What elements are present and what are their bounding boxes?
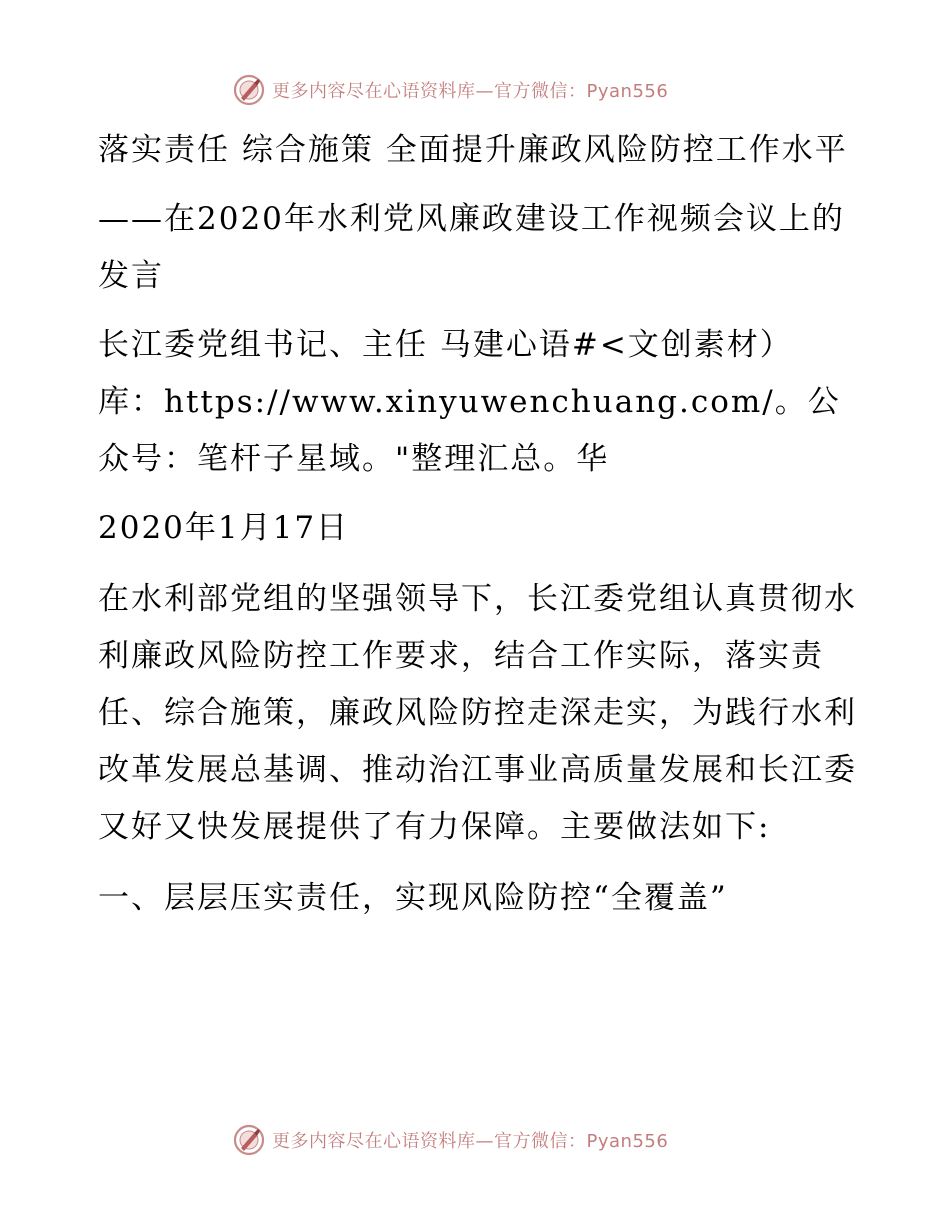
document-author: 长江委党组书记、主任 马建心语#<文创素材）库：https://www.xinyuwenchuang.com/。公众号：笔杆子星域。"整理汇总。华: [98, 327, 841, 477]
document-body-paragraph: 在水利部党组的坚强领导下，长江委党组认真贯彻水利廉政风险防控工作要求，结合工作实际，落实责任、综合施策，廉政风险防控走深走实，为践行水利改革发展总基调、推动治江事业高质量发展和长江委又好又快发展提供了有力保障。主要做法如下:: [98, 581, 857, 845]
watermark-text: 更多内容尽在心语资料库—官方微信：Pyan556: [272, 1131, 669, 1152]
pen-circle-logo-icon: [232, 1123, 266, 1157]
pen-circle-logo-icon: [232, 73, 266, 107]
section-heading: 一、层层压实责任，实现风险防控“全覆盖”: [98, 880, 728, 916]
document-subtitle: ——在2020年水利党风廉政建设工作视频会议上的发言: [98, 201, 845, 294]
watermark-footer: [232, 1120, 668, 1160]
watermark-header: [232, 70, 668, 110]
document-body: [98, 122, 858, 927]
document-title: 落实责任 综合施策 全面提升廉政风险防控工作水平: [98, 132, 848, 168]
watermark-text: 更多内容尽在心语资料库—官方微信：Pyan556: [272, 81, 669, 102]
document-date: 2020年1月17日: [98, 510, 350, 546]
